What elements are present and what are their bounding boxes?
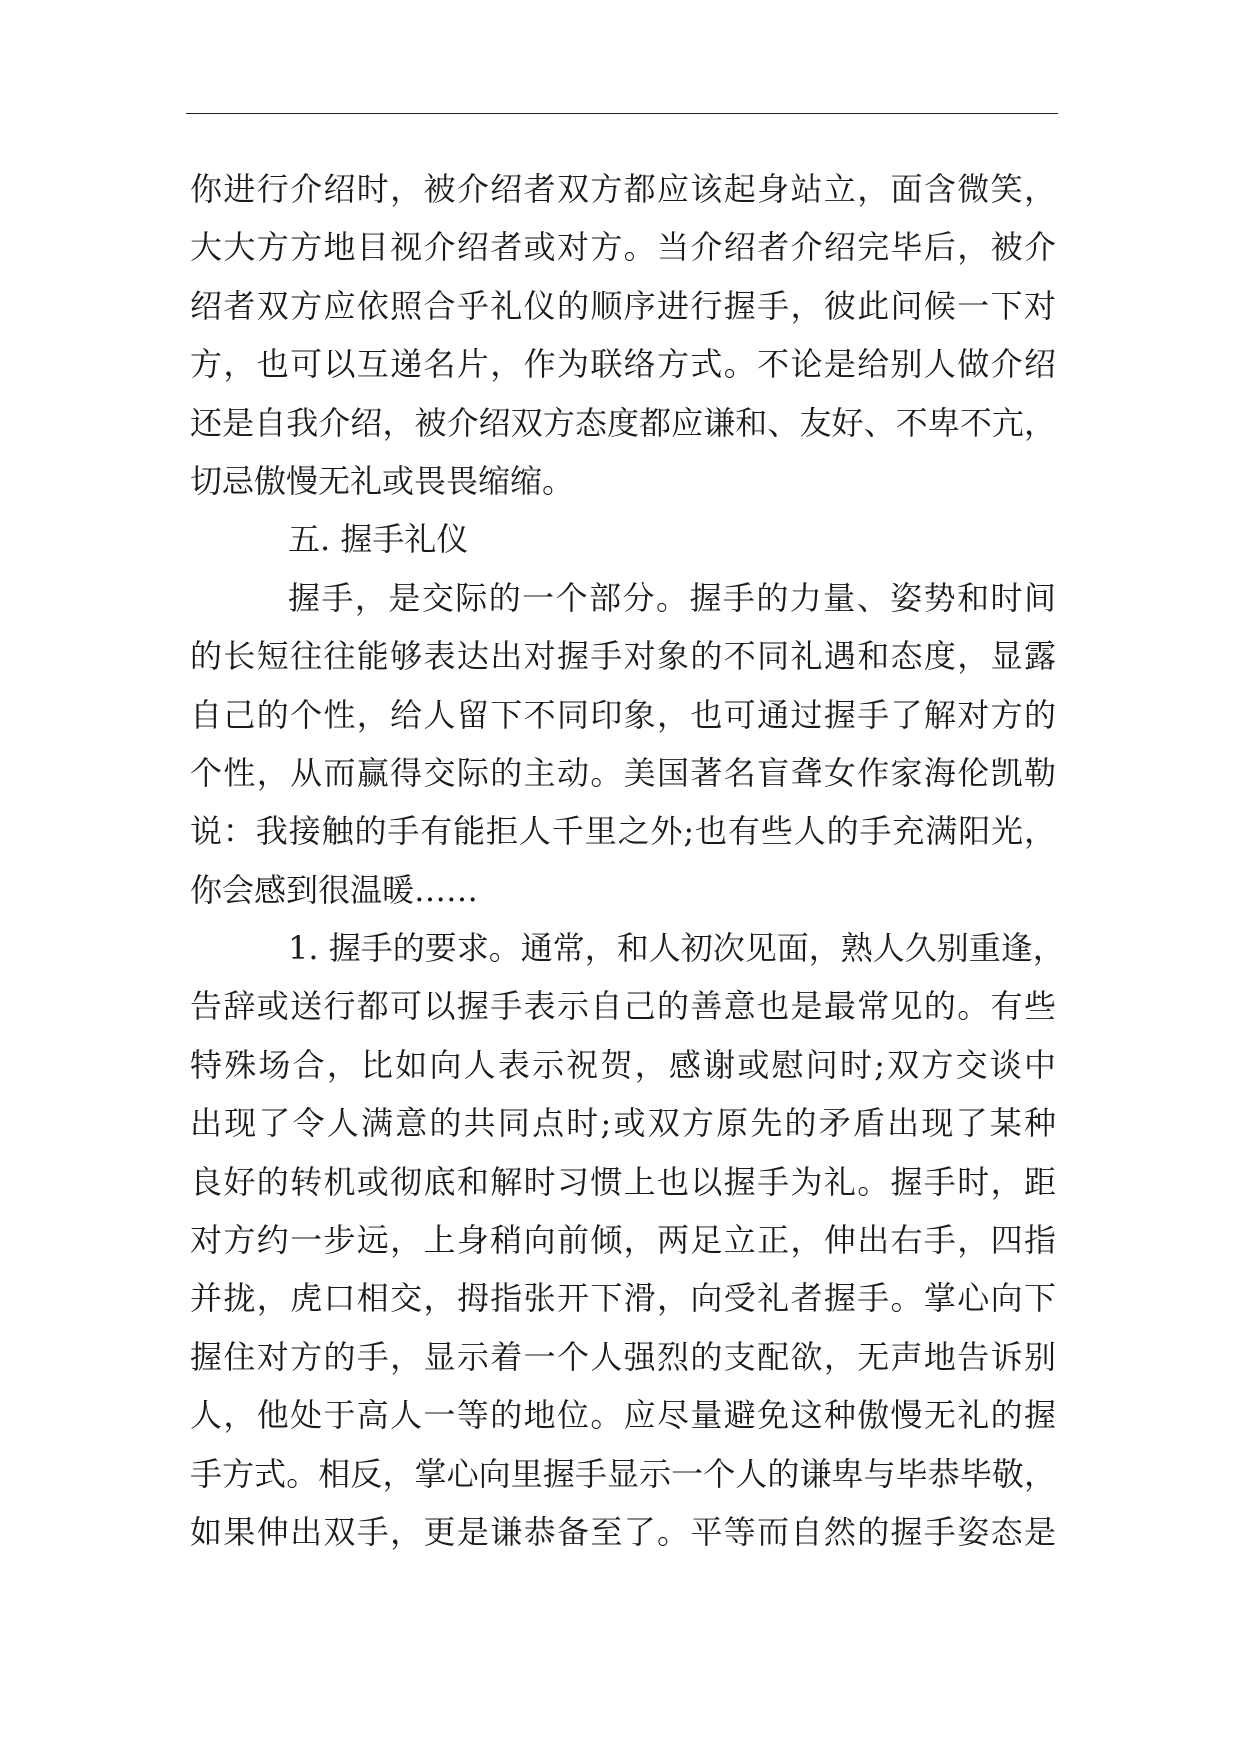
text-line: 如果伸出双手，更是谦恭备至了。平等而自然的握手姿态是 bbox=[190, 1512, 1056, 1551]
text-line: 的长短往往能够表达出对握手对象的不同礼遇和态度，显露 bbox=[190, 637, 1056, 676]
text-line: 你会感到很温暖…… bbox=[190, 870, 479, 909]
text-line: 方，也可以互递名片，作为联络方式。不论是给别人做介绍 bbox=[190, 345, 1056, 384]
text-line: 人，他处于高人一等的地位。应尽量避免这种傲慢无礼的握 bbox=[190, 1396, 1056, 1435]
text-line: 告辞或送行都可以握手表示自己的善意也是最常见的。有些 bbox=[190, 987, 1056, 1026]
text-line: 大大方方地目视介绍者或对方。当介绍者介绍完毕后，被介 bbox=[190, 228, 1056, 267]
text-line: 自己的个性，给人留下不同印象，也可通过握手了解对方的 bbox=[190, 695, 1056, 734]
text-line: 切忌傲慢无礼或畏畏缩缩。 bbox=[190, 461, 575, 500]
page-body bbox=[190, 160, 1065, 1561]
section-heading-text: 五. 握手礼仪 bbox=[288, 520, 469, 559]
text-line: 还是自我介绍，被介绍双方态度都应谦和、友好、不卑不亢， bbox=[190, 403, 1056, 442]
text-line: 对方约一步远，上身稍向前倾，两足立正，伸出右手，四指 bbox=[190, 1221, 1056, 1260]
text-line: 手方式。相反，掌心向里握手显示一个人的谦卑与毕恭毕敬， bbox=[190, 1454, 1056, 1493]
text-line: 绍者双方应依照合乎礼仪的顺序进行握手，彼此问候一下对 bbox=[190, 286, 1056, 325]
text-line: 并拢，虎口相交，拇指张开下滑，向受礼者握手。掌心向下 bbox=[190, 1279, 1056, 1318]
section-heading bbox=[190, 510, 1056, 568]
text-line: 个性，从而赢得交际的主动。美国著名盲聋女作家海伦凯勒 bbox=[190, 753, 1056, 792]
paragraph-handshake-requirements bbox=[190, 919, 1065, 1561]
text-line: 握手，是交际的一个部分。握手的力量、姿势和时间 bbox=[288, 578, 1056, 617]
text-line: 你进行介绍时，被介绍者双方都应该起身站立，面含微笑， bbox=[190, 170, 1056, 208]
text-line: 1. 握手的要求。通常，和人初次见面，熟人久别重逢， bbox=[288, 929, 1065, 968]
text-line: 握住对方的手，显示着一个人强烈的支配欲，无声地告诉别 bbox=[190, 1337, 1056, 1376]
text-line: 良好的转机或彻底和解时习惯上也以握手为礼。握手时，距 bbox=[190, 1162, 1056, 1201]
text-line: 特殊场合，比如向人表示祝贺，感谢或慰问时;双方交谈中 bbox=[190, 1045, 1056, 1084]
header-rule bbox=[186, 113, 1058, 114]
text-line: 出现了令人满意的共同点时;或双方原先的矛盾出现了某种 bbox=[190, 1104, 1056, 1143]
paragraph-handshake-intro bbox=[190, 569, 1056, 919]
text-line: 说：我接触的手有能拒人千里之外;也有些人的手充满阳光， bbox=[190, 812, 1056, 851]
paragraph-intro-continuation bbox=[190, 160, 1056, 510]
